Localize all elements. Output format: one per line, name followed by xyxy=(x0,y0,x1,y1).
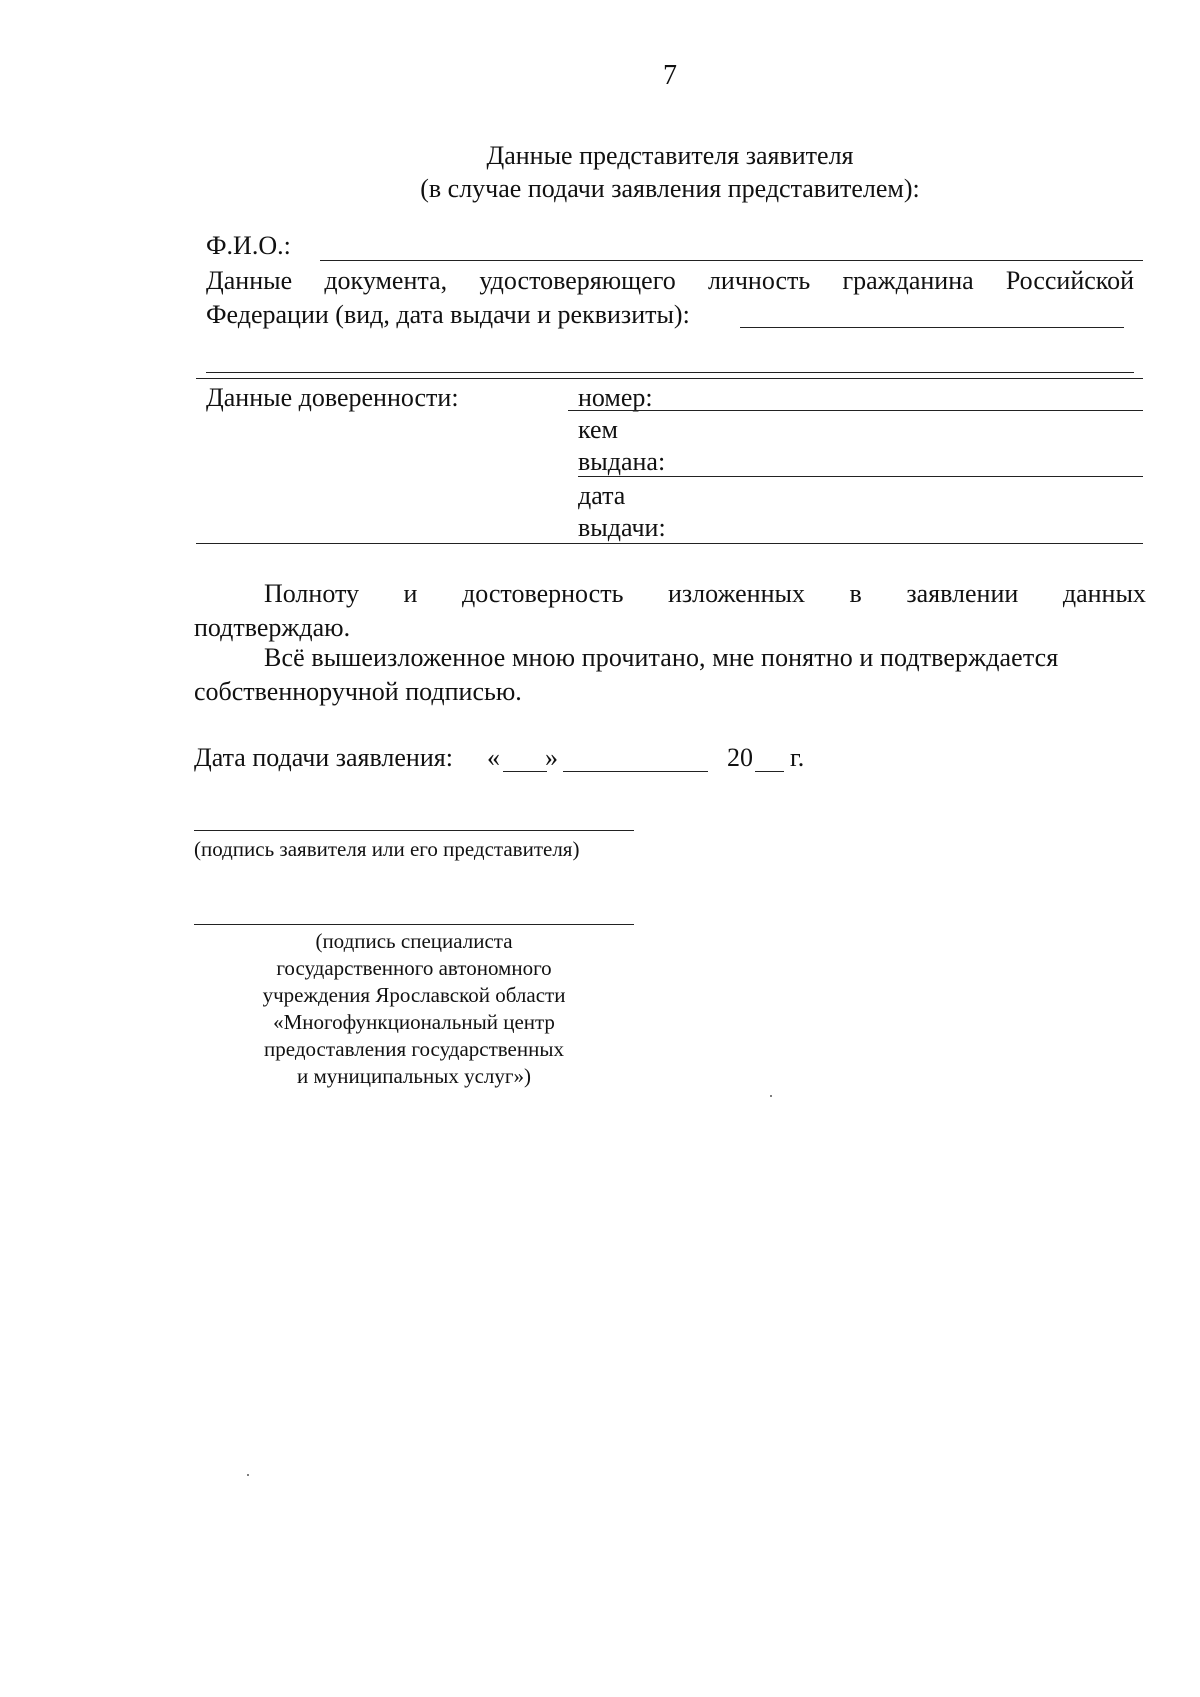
submission-date-label: Дата подачи заявления: xyxy=(194,743,453,772)
close-quote: » xyxy=(545,743,558,772)
applicant-signature-caption: (подпись заявителя или его представителя) xyxy=(194,837,580,861)
poa-label: Данные доверенности: xyxy=(206,383,459,412)
poa-issue-date-label-1: дата xyxy=(578,481,626,510)
applicant-signature-line[interactable] xyxy=(194,830,634,831)
specialist-signature-line[interactable] xyxy=(194,924,634,925)
submission-month-field-line[interactable] xyxy=(563,771,708,772)
poa-number-label: номер: xyxy=(578,383,653,412)
poa-issued-by-label-1: кем xyxy=(578,415,618,444)
identity-doc-line1: Данные документа, удостоверяющего личность гражданина Российской xyxy=(206,266,1134,295)
confirmation-para2-line1: Всё вышеизложенное мною прочитано, мне понятно и подтверждается xyxy=(264,643,1059,672)
open-quote: « xyxy=(487,743,500,772)
poa-number-field-line[interactable] xyxy=(568,410,1143,411)
specialist-caption-line: и муниципальных услуг») xyxy=(296,1064,532,1088)
specialist-signature-caption xyxy=(194,928,634,1090)
poa-issue-date-label-2: выдачи: xyxy=(578,513,666,542)
section-subtitle: (в случае подачи заявления представителем): xyxy=(420,174,920,203)
year-prefix: 20 xyxy=(727,743,753,772)
confirmation-para2-line2: собственноручной подписью. xyxy=(194,677,522,706)
submission-day-field-line[interactable] xyxy=(503,771,547,772)
poa-issued-by-label-2: выдана: xyxy=(578,447,666,476)
poa-issue-date-field-line[interactable] xyxy=(196,543,1143,544)
specialist-caption-line: государственного автономного xyxy=(276,956,552,980)
scan-speck xyxy=(770,1095,772,1097)
page-number: 7 xyxy=(663,60,677,91)
fio-label: Ф.И.О.: xyxy=(206,231,291,260)
identity-doc-field-line[interactable] xyxy=(740,327,1124,328)
year-suffix: г. xyxy=(790,743,805,772)
specialist-caption-line: учреждения Ярославской области xyxy=(262,983,566,1007)
scan-speck xyxy=(247,1474,249,1476)
submission-year-field-line[interactable] xyxy=(755,771,784,772)
specialist-caption-line: предоставления государственных xyxy=(264,1037,564,1061)
confirmation-para1-line1: Полноту и достоверность изложенных в заявлении данных xyxy=(264,579,1146,608)
specialist-caption-line: (подпись специалиста xyxy=(315,929,513,953)
specialist-caption-line: «Многофункциональный центр xyxy=(273,1010,555,1034)
identity-doc-field-line-2[interactable] xyxy=(206,372,1134,373)
identity-doc-line2: Федерации (вид, дата выдачи и реквизиты): xyxy=(206,300,690,329)
section-divider xyxy=(196,378,1143,379)
section-title: Данные представителя заявителя xyxy=(486,141,854,170)
poa-issued-by-field-line[interactable] xyxy=(578,476,1143,477)
confirmation-para1-line2: подтверждаю. xyxy=(194,613,351,642)
fio-field-line[interactable] xyxy=(320,260,1143,261)
